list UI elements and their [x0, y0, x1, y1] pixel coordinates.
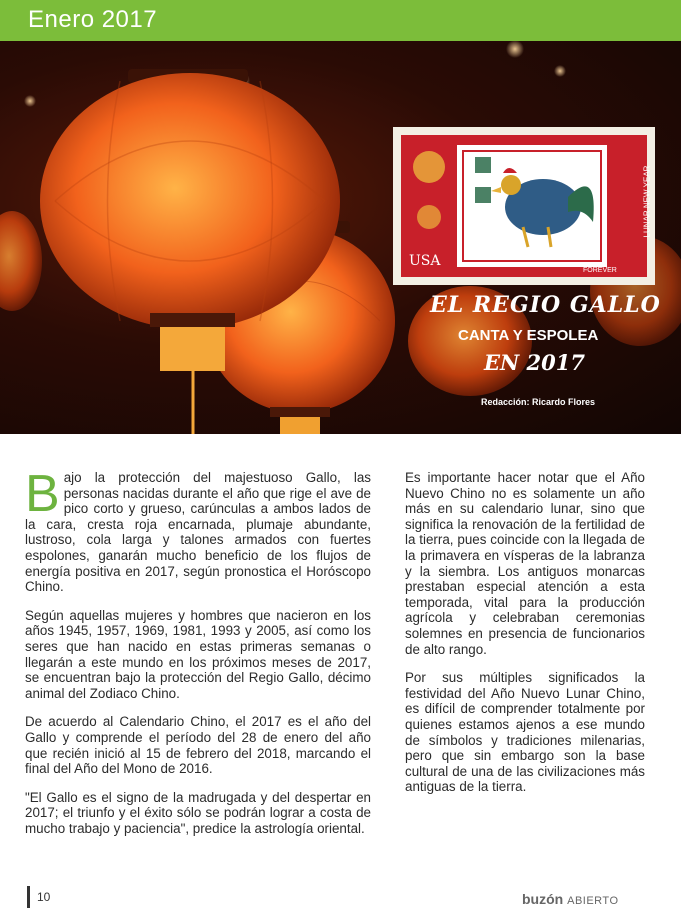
headline-line-3: EN 2017 — [484, 350, 585, 375]
paragraph: Bajo la protección del majestuoso Gallo, las personas nacidas durante el año que rige el ave de pico corto y grueso, carúnculas a ambos lados de la cara, cresta roja encarnada, plumaje abundante, lustroso, cola larga y talones armados con fuertes espolones, ganarán mucho beneficio de los flujos de energía positiva en 2017, según pronostica el Horóscopo Chino. — [25, 465, 371, 595]
paragraph: Es importante hacer notar que el Año Nuevo Chino no es solamente un año más en su calendario lunar, sino que significa la renovación de la fertilidad de la tierra, pues coincide con la llegada de la primavera en vísperas de la labranza y la siembra. Los antiguos monarcas prestaban especial atención a esta temporada, vital para la producción agrícola y celebraban ceremonias solemnes en presencia de funcionarios de alto rango. — [405, 470, 645, 657]
headline-line-2: CANTA Y ESPOLEA — [458, 327, 599, 344]
magazine-brand — [522, 891, 619, 907]
byline: Redacción: Ricardo Flores — [481, 397, 596, 407]
lunar-new-year-stamp — [393, 127, 655, 285]
drop-cap: B — [25, 465, 60, 523]
article-column-right — [405, 470, 645, 808]
brand-name: buzón — [522, 891, 564, 907]
article-column-left — [25, 465, 371, 849]
paragraph: De acuerdo al Calendario Chino, el 2017 es el año del Gallo y comprende el período del 28 de enero del año que recién inició al 15 de febrero del 2018, marcando el final del Año del Mono de 2016. — [25, 714, 371, 777]
issue-date: Enero 2017 — [28, 6, 158, 33]
paragraph: "El Gallo es el signo de la madrugada y del despertar en 2017; el triunfo y el éxito sólo se podrán lograr a costa de mucho trabajo y paciencia", predice la astrología oriental. — [25, 789, 371, 836]
header-bar — [0, 0, 681, 41]
stamp-country: USA — [409, 253, 441, 269]
brand-suffix: ABIERTO — [567, 895, 619, 907]
hero-image — [0, 41, 681, 434]
paragraph: Por sus múltiples significados la festividad del Año Nuevo Lunar Chino, es difícil de comprender totalmente por quienes estamos ajenos a ese mundo de símbolos y tradiciones milenarias, pero que sin embargo son la base cultural de una de las civilizaciones más antiguas de la tierra. — [405, 670, 645, 795]
paragraph: Según aquellas mujeres y hombres que nacieron en los años 1945, 1957, 1969, 1981, 1993 y 2005, así como los seres que han nacido en estas primeras semanas o llegarán a este mundo en los próximos meses de 2017, se encuentran bajo la protección del Regio Gallo, décimo animal del Zodiaco Chino. — [25, 607, 371, 701]
headline-line-1: EL REGIO GALLO — [430, 292, 661, 318]
page-number: 10 — [37, 890, 51, 904]
footer-divider — [27, 886, 30, 908]
stamp-side-text: LUNAR NEW YEAR — [642, 165, 652, 238]
stamp-rate: FOREVER — [583, 267, 617, 274]
